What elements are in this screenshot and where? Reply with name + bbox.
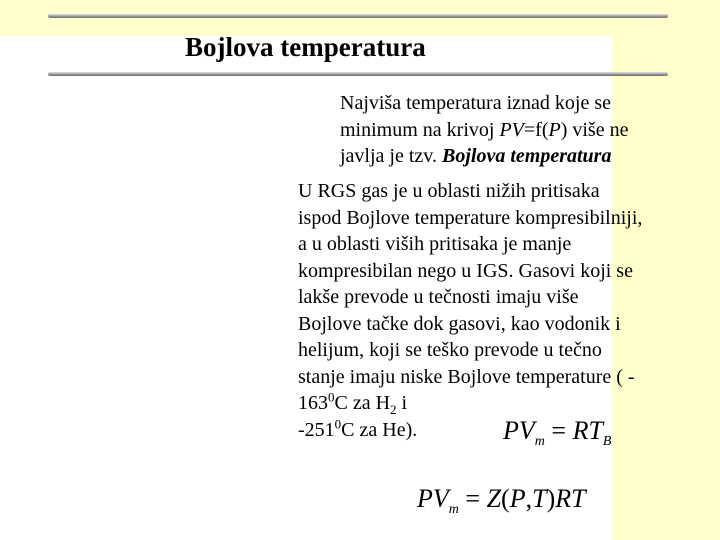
definition-line-2: minimum na krivoj PV=f(P) više ne: [340, 118, 629, 141]
boyle-equation: $PV_m = RT_B$: [503, 416, 612, 450]
slide-title: Bojlova temperatura: [185, 32, 426, 62]
title-bottom-rule: [48, 72, 668, 76]
boyle-temperature-term: Bojlova temperatura: [442, 145, 612, 167]
helium-temperature-line: $-251^0C$ za He).: [298, 415, 418, 441]
definition-line-3: javlja je tzv. Bojlova temperatura: [340, 145, 612, 167]
explanation-line: U RGS gas je u oblasti nižih pritisaka: [298, 180, 600, 202]
hydrogen-temperature-line: $163^0C$ za $H_2$ i: [298, 389, 408, 417]
explanation-line: helijum, koji se teško prevode u tečno: [298, 339, 602, 361]
explanation-line: stanje imaju niske Bojlove temperature ( -: [298, 365, 635, 388]
explanation-line: lakše prevode u tečnosti imaju više: [298, 286, 579, 308]
compressibility-equation: $PV_m = Z(P,T)RT$: [417, 484, 586, 518]
title-top-rule: [48, 14, 668, 18]
definition-line-1: Najviša temperatura iznad koje se: [340, 92, 611, 114]
explanation-line: kompresibilan nego u IGS. Gasovi koji se: [298, 259, 633, 282]
explanation-line: Bojlove tačke dok gasovi, kao vodonik i: [298, 312, 621, 335]
explanation-line: a u oblasti viših pritisaka je manje: [298, 233, 572, 255]
explanation-line: ispod Bojlove temperature kompresibilniji,: [298, 206, 643, 229]
definition-paragraph: [340, 90, 710, 170]
explanation-paragraph: [298, 178, 718, 450]
